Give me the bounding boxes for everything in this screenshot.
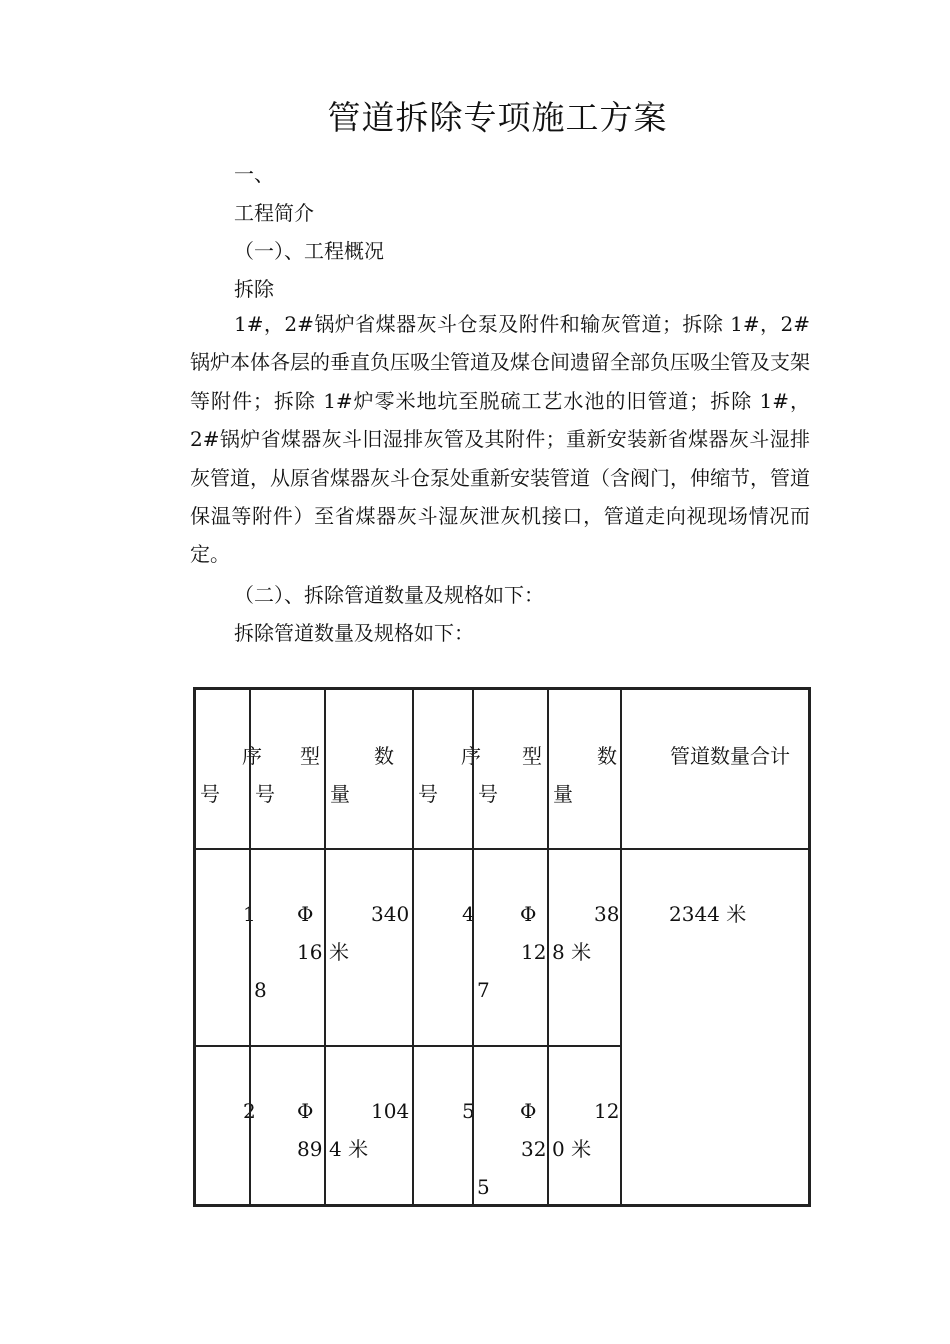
heading-project-intro: 工程简介 [234, 201, 314, 225]
header-seq-b [412, 688, 481, 850]
row1-seq-b [412, 848, 474, 1047]
row1-seq-a-value: 1 [243, 902, 256, 926]
row1-seq-b-value: 4 [462, 902, 475, 926]
header-total [620, 688, 810, 850]
header-seq-b-2: 号 [418, 782, 438, 806]
row2-seq-a [194, 1045, 256, 1206]
heading-number: 一、 [234, 162, 274, 186]
row2-model-b-2: 32 [521, 1137, 547, 1161]
row1-model-a-2: 16 [297, 940, 323, 964]
row1-model-b-1: Φ [520, 902, 537, 926]
header-seq-a-1: 序 [242, 744, 262, 768]
demolish-label: 拆除 [234, 277, 274, 301]
row2-seq-b [412, 1045, 474, 1206]
document-title: 管道拆除专项施工方案 [327, 98, 668, 137]
body-paragraph-text: 1#，2#锅炉省煤器灰斗仓泵及附件和输灰管道；拆除 1#，2#锅炉本体各层的垂直负压吸尘管道及煤仓间遗留全部负压吸尘管及支架等附件；拆除 1#炉零米地坑至脱硫工艺水池的旧管道；拆除 1#，2#锅炉省煤器灰斗旧湿排灰管及其附件；重新安装新省煤器灰斗湿排灰管道，从原省煤器灰斗仓泵处重新安装管道（含阀门，伸缩节，管道保温等附件）至省煤器灰斗湿灰泄灰机接口，管道走向视现场情况而定。 [190, 312, 810, 567]
header-total-label: 管道数量合计 [670, 744, 790, 768]
row1-qty-b-2: 8 米 [552, 940, 592, 964]
row2-qty-b-1: 12 [594, 1099, 620, 1123]
header-model-b-1: 型 [522, 744, 542, 768]
row1-model-a-1: Φ [297, 902, 314, 926]
row2-seq-a-value: 2 [243, 1099, 256, 1123]
header-qty-b-1: 数 [597, 744, 617, 768]
header-model-b-2: 号 [478, 782, 498, 806]
section-overview: （一）、工程概况 [234, 239, 384, 263]
header-seq-a [194, 688, 262, 850]
body-paragraph [190, 305, 810, 574]
row1-qty-b-1: 38 [594, 902, 620, 926]
header-seq-a-2: 号 [200, 782, 220, 806]
row2-model-b [472, 1045, 549, 1206]
row1-model-a-3: 8 [254, 978, 267, 1002]
total-cell [620, 848, 810, 1206]
row2-qty-a [324, 1045, 414, 1206]
row2-qty-a-2: 4 米 [329, 1137, 369, 1161]
row2-qty-a-1: 104 [371, 1099, 410, 1123]
row2-qty-b-2: 0 米 [552, 1137, 592, 1161]
row1-qty-a-1: 340 [371, 902, 410, 926]
row1-qty-a-2: 米 [329, 940, 349, 964]
row2-model-a-2: 89 [297, 1137, 323, 1161]
row2-model-a-1: Φ [297, 1099, 314, 1123]
row2-qty-b [547, 1045, 622, 1206]
header-qty-a-1: 数 [374, 744, 394, 768]
section-quantity-repeat: 拆除管道数量及规格如下： [234, 621, 474, 645]
header-model-a [249, 688, 326, 850]
section-quantity: （二）、拆除管道数量及规格如下： [234, 583, 544, 607]
row1-model-b-3: 7 [477, 978, 490, 1002]
row1-model-b-2: 12 [521, 940, 547, 964]
total-value: 2344 米 [669, 902, 747, 926]
row1-model-a [249, 848, 326, 1047]
header-qty-a-2: 量 [330, 782, 350, 806]
header-model-b [472, 688, 549, 850]
row2-model-b-1: Φ [520, 1099, 537, 1123]
header-model-a-2: 号 [255, 782, 275, 806]
header-qty-b [547, 688, 622, 850]
header-seq-b-1: 序 [461, 744, 481, 768]
row1-model-b [472, 848, 549, 1047]
row2-model-b-3: 5 [477, 1175, 490, 1199]
row2-model-a [249, 1045, 326, 1206]
header-qty-a [324, 688, 414, 850]
row1-qty-a [324, 848, 414, 1047]
header-qty-b-2: 量 [553, 782, 573, 806]
header-model-a-1: 型 [300, 744, 320, 768]
row1-seq-a [194, 848, 256, 1047]
row2-seq-b-value: 5 [462, 1099, 475, 1123]
row1-qty-b [547, 848, 622, 1047]
